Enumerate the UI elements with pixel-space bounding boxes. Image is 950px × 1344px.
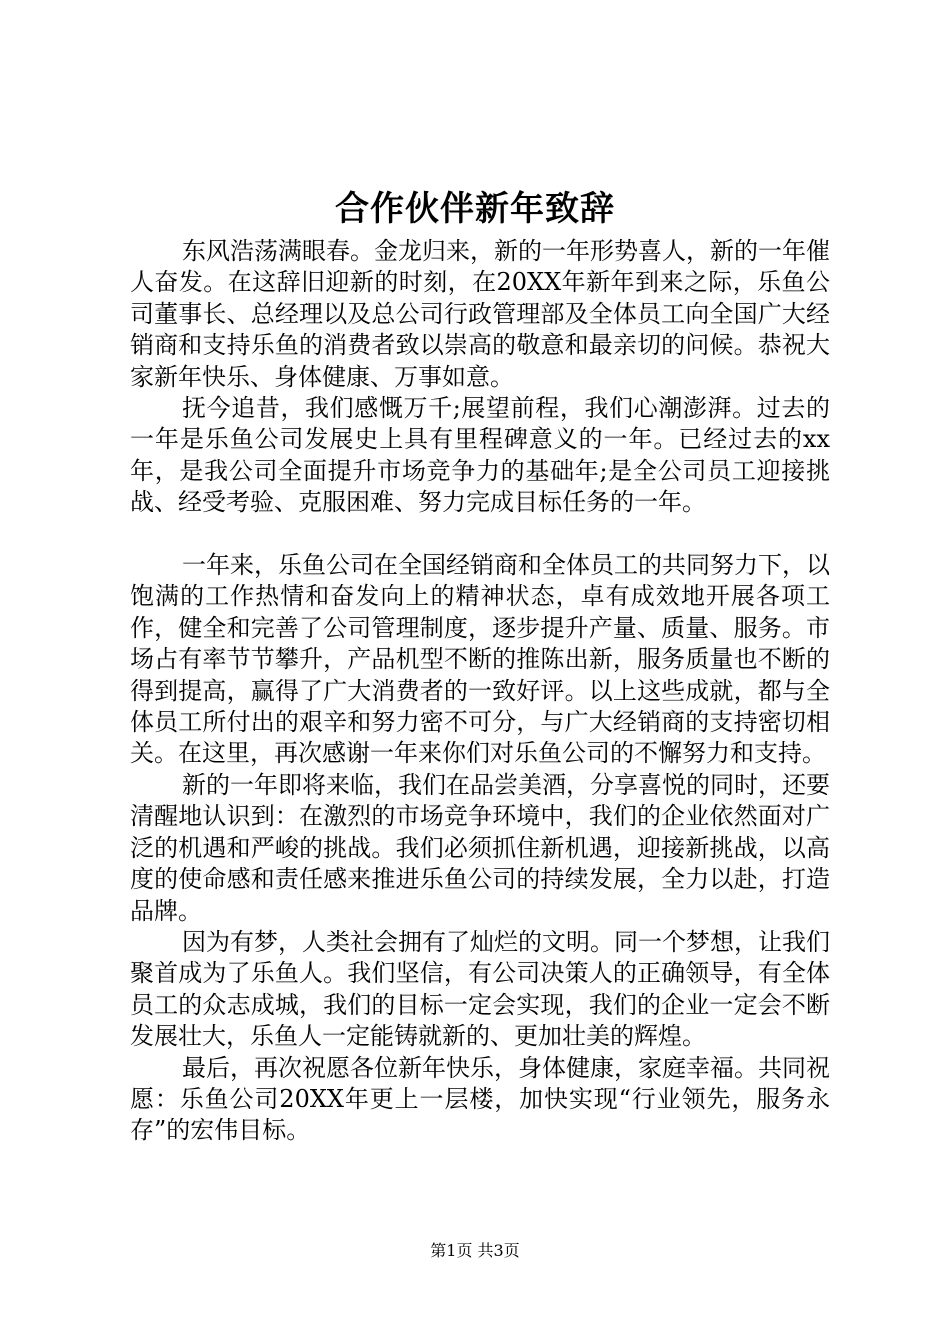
paragraph-4: 新的一年即将来临，我们在品尝美酒，分享喜悦的同时，还要清醒地认识到：在激烈的市场竞争环境中，我们的企业依然面对广泛的机遇和严峻的挑战。我们必须抓住新机遇，迎接新挑战，以高度的使命感和责任感来推进乐鱼公司的持续发展，全力以赴，打造品牌。 xyxy=(130,770,830,925)
paragraph-3: 一年来，乐鱼公司在全国经销商和全体员工的共同努力下，以饱满的工作热情和奋发向上的精神状态，卓有成效地开展各项工作，健全和完善了公司管理制度，逐步提升产量、质量、服务。市场占有率节节攀升，产品机型不断的推陈出新，服务质量也不断的得到提高，赢得了广大消费者的一致好评。以上这些成就，都与全体员工所付出的艰辛和努力密不可分，与广大经销商的支持密切相关。在这里，再次感谢一年来你们对乐鱼公司的不懈努力和支持。 xyxy=(130,551,830,768)
document-body xyxy=(130,236,830,1147)
document-title: 合作伙伴新年致辞 xyxy=(335,189,615,229)
paragraph-6: 最后，再次祝愿各位新年快乐，身体健康，家庭幸福。共同祝愿：乐鱼公司20XX年更上一层楼，加快实现“行业领先，服务永存”的宏伟目标。 xyxy=(130,1053,830,1145)
paragraph-5: 因为有梦，人类社会拥有了灿烂的文明。同一个梦想，让我们聚首成为了乐鱼人。我们坚信，有公司决策人的正确领导，有全体员工的众志成城，我们的目标一定会实现，我们的企业一定会不断发展壮大，乐鱼人一定能铸就新的、更加壮美的辉煌。 xyxy=(130,927,830,1051)
paragraph-1: 东风浩荡满眼春。金龙归来，新的一年形势喜人，新的一年催人奋发。在这辞旧迎新的时刻，在20XX年新年到来之际，乐鱼公司董事长、总经理以及总公司行政管理部及全体员工向全国广大经销商和支持乐鱼的消费者致以崇高的敬意和最亲切的问候。恭祝大家新年快乐、身体健康、万事如意。 xyxy=(130,237,830,391)
paragraph-2: 抚今追昔，我们感慨万千;展望前程，我们心潮澎湃。过去的一年是乐鱼公司发展史上具有里程碑意义的一年。已经过去的xx年，是我公司全面提升市场竞争力的基础年;是全公司员工迎接挑战、经受考验、克服困难、努力完成目标任务的一年。 xyxy=(130,394,830,517)
page-footer: 第1页 共3页 xyxy=(430,1241,520,1260)
